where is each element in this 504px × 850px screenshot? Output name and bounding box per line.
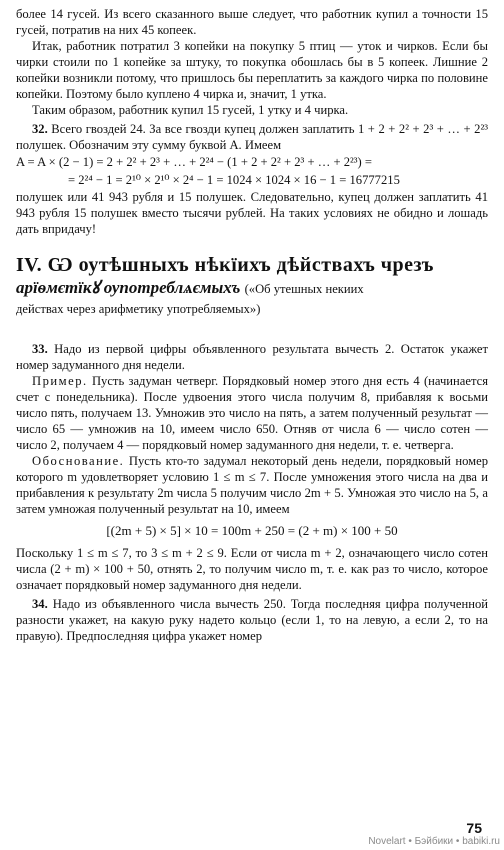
example-paragraph: [16, 373, 488, 453]
problem-text: Всего гвоздей 24. За все гвозди купец должен заплатить 1 + 2 + 2² + 2³ + … + 2²³ полушек. Обозначим эту сумму буквой A. Имеем: [16, 122, 488, 152]
example-text: Пусть задуман четверг. Порядковый номер этого дня есть 4 (начинается счет с понедельника). После удвоения этого числа получим 8, прибавляя к восьми число пять, получаем 13. Умножив это число на пять, а затем полученный результат — число 65 — умножив на 10, имеем число 650. Отняв от числа 6 — число сотен — число 2, получаем 4 — порядковый номер задуманного дня недели, т. е. четверга.: [16, 374, 488, 452]
page-number: 75: [466, 820, 482, 836]
chapter-heading: [16, 253, 488, 317]
problem-number: 34.: [32, 597, 48, 611]
problem-text: Надо из объявленного числа вычесть 250. Тогда последняя цифра полученной разности укажет, на какую руку надето кольцо (если 1, то на левую, а если 2, то на правую). Предпоследняя цифра укажет номер: [16, 597, 488, 643]
proof-label: Обоснование.: [32, 454, 125, 468]
equation-sum-line2: = 2²⁴ − 1 = 2¹⁰ × 2¹⁰ × 2⁴ − 1 = 1024 × 1024 × 16 − 1 = 16777215: [68, 173, 400, 187]
chapter-translation-cont: действах через арифметику употребляемых»): [16, 302, 261, 316]
site-watermark: Novelart • Бэйбики • babiki.ru: [368, 836, 500, 847]
equation-weekday: [(2m + 5) × 5] × 10 = 100m + 250 = (2 + m) × 100 + 50: [106, 523, 398, 538]
page-footer: [0, 806, 504, 850]
paragraph-merchant-payment: полушек или 41 943 рубля и 15 полушек. Следовательно, купец должен заплатить 41 943 рубля 15 полушек вместо тысячи рублей. На таких условиях не обидно и лошадь дать впридачу!: [16, 190, 488, 236]
problem-32-solution: [16, 121, 488, 153]
paragraph-weekday-conclusion: Поскольку 1 ≤ m ≤ 7, то 3 ≤ m + 2 ≤ 9. Если от числа m + 2, означающего число сотен числа (2 + m) × 100 + 50, отнять 2, то получим число m, т. е. как раз то число, которое означает порядковый номер задуманного дня недели.: [16, 546, 488, 592]
proof-text: Пусть кто-то задумал некоторый день недели, порядковый номер которого m удовлетворяет условию 1 ≤ m ≤ 7. После умножения этого числа на два и прибавления к результату 2m числа 5 получим число 2m + 5. Умножая это число на 5, а затем умножая полученный результат на 10, имеем: [16, 454, 488, 516]
chapter-translation: («Об утешных некиих: [244, 282, 364, 296]
problem-34-solution: [16, 596, 488, 644]
paragraph-summary: Таким образом, работник купил 15 гусей, 1 утку и 4 чирка.: [32, 103, 349, 117]
problem-text: Надо из первой цифры объявленного результата вычесть 2. Остаток укажет номер задуманного дня недели.: [16, 342, 488, 372]
equation-sum-line1: A = A × (2 − 1) = 2 + 2² + 2³ + … + 2²⁴ − (1 + 2 + 2² + 2³ + … + 2²³) =: [16, 155, 372, 169]
problem-number: 33.: [32, 342, 48, 356]
paragraph-geese-conclusion: более 14 гусей. Из всего сказанного выше следует, что работник купил а точности 15 гусей, потратив на них 45 копеек.: [16, 7, 488, 37]
chapter-old-slavonic-title-cont: арїѳмєтїкꙋ оупотреблѧємыхъ: [16, 278, 241, 297]
chapter-title-line2: [16, 277, 488, 300]
problem-number: 32.: [32, 122, 48, 136]
chapter-roman-numeral: IV.: [16, 254, 43, 276]
problem-33-solution: [16, 341, 488, 373]
example-label: Пример.: [32, 374, 88, 388]
proof-paragraph: [16, 453, 488, 517]
chapter-title-line1: [16, 253, 488, 277]
chapter-old-slavonic-title: Ѡ оутѣшныхъ нѣкїихъ дѣйствахъ чрезъ: [47, 254, 434, 276]
paragraph-ducks-teals: Итак, работник потратил 3 копейки на покупку 5 птиц — уток и чирков. Если бы чирки стоили по 1 копейке за штуку, то покупка обошлась бы в 5 копеек. Лишние 2 копейки возникли потому, что пришлось бы переплатить за каждого чирка по половине копейки. Поэтому было куплено 4 чирка и, значит, 1 утка.: [16, 39, 488, 101]
book-page: [16, 6, 488, 644]
